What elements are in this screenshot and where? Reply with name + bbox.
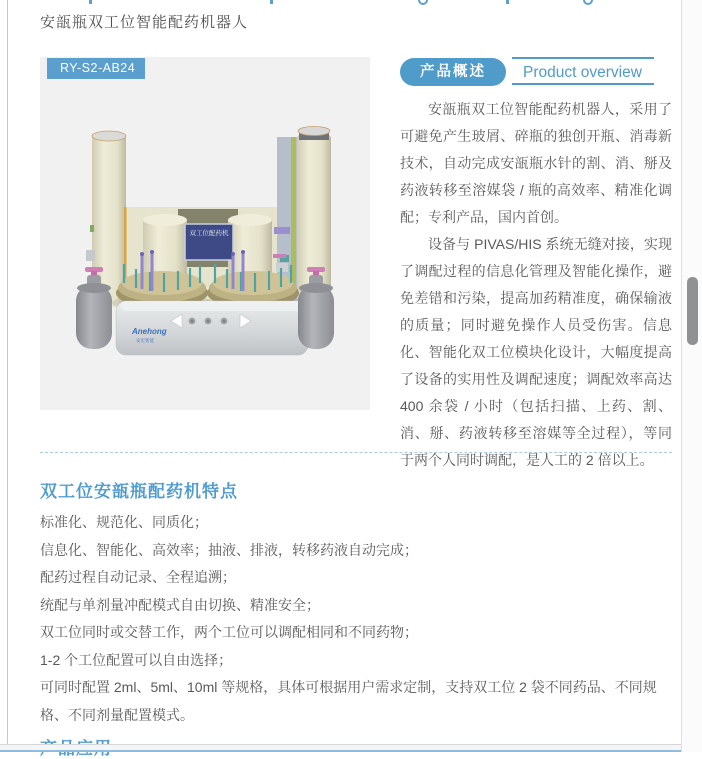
model-badge: RY-S2-AB24: [47, 58, 145, 79]
scrollbar[interactable]: [681, 0, 702, 752]
overview-paragraph: 设备与 PIVAS/HIS 系统无缝对接，实现了调配过程的信息化管理及智能化操作，避免差错和污染，提高加药精准度，确保输液的质量；同时避免操作人员受伤害。信息化、智能化双工位模块化设计，大幅度提高了设备的实用性及调配速度；调配效率高达 400 余袋 / 小时（包括扫描、上药、割、消、掰、药液转移至溶媒等全过程），等同于两个人同时调配，是人工的 2 倍以上。: [400, 236, 672, 468]
product-image: [40, 57, 370, 410]
feature-item: 可同时配置 2ml、5ml、10ml 等规格，具体可根据用户需求定制，支持双工位 2 袋不同药品、不同规格、不同剂量配置模式。: [40, 679, 657, 723]
overview-header: [400, 57, 672, 87]
features-heading: 双工位安瓿瓶配药机特点: [40, 482, 238, 501]
feature-item: 信息化、智能化、高效率；抽液、排液，转移药液自动完成；: [40, 541, 418, 558]
brand-logo: Anehong: [132, 327, 167, 336]
clipped-text-fragment: [506, 0, 509, 4]
scrollbar-thumb[interactable]: [687, 277, 698, 345]
overview-paragraph: 安瓿瓶双工位智能配药机器人，采用了可避免产生玻屑、碎瓶的独创开瓶、消毒新技术，自动完成安瓿瓶水针的割、消、掰及药液转移至溶媒袋 / 瓶的高效率、精准化调配；专利产品，国内首创。: [400, 101, 672, 225]
overview-tab-cn[interactable]: 产品概述: [400, 58, 506, 86]
overview-text: [400, 96, 672, 474]
machine-screen-label: 双工位配药机: [189, 230, 229, 237]
feature-item: 标准化、规范化、同质化；: [40, 514, 208, 530]
next-section-edge: [0, 744, 702, 752]
feature-item: 配药过程自动记录、全程追溯；: [40, 569, 236, 585]
clipped-text-fragment: [418, 0, 428, 5]
features-list: [40, 509, 674, 729]
clipped-text-fragment: [89, 0, 92, 4]
feature-item: 统配与单剂量冲配模式自由切换、精准安全；: [40, 596, 320, 613]
machine-render: [40, 57, 370, 410]
feature-item: 1-2 个工位配置可以自由选择；: [40, 651, 233, 668]
page-title: 安瓿瓶双工位智能配药机器人: [40, 14, 249, 31]
clipped-text-fragment: [583, 0, 593, 5]
overview-section: [400, 57, 672, 474]
section-divider: [40, 452, 672, 453]
brand-logo-sub: 安宏智能: [136, 338, 154, 343]
overview-tab-en: Product overview: [512, 57, 654, 85]
feature-item: 双工位同时或交替工作，两个工位可以调配相同和不同药物；: [40, 624, 418, 640]
clipped-text-fragment: [270, 0, 273, 4]
content-left-border: [7, 0, 8, 752]
